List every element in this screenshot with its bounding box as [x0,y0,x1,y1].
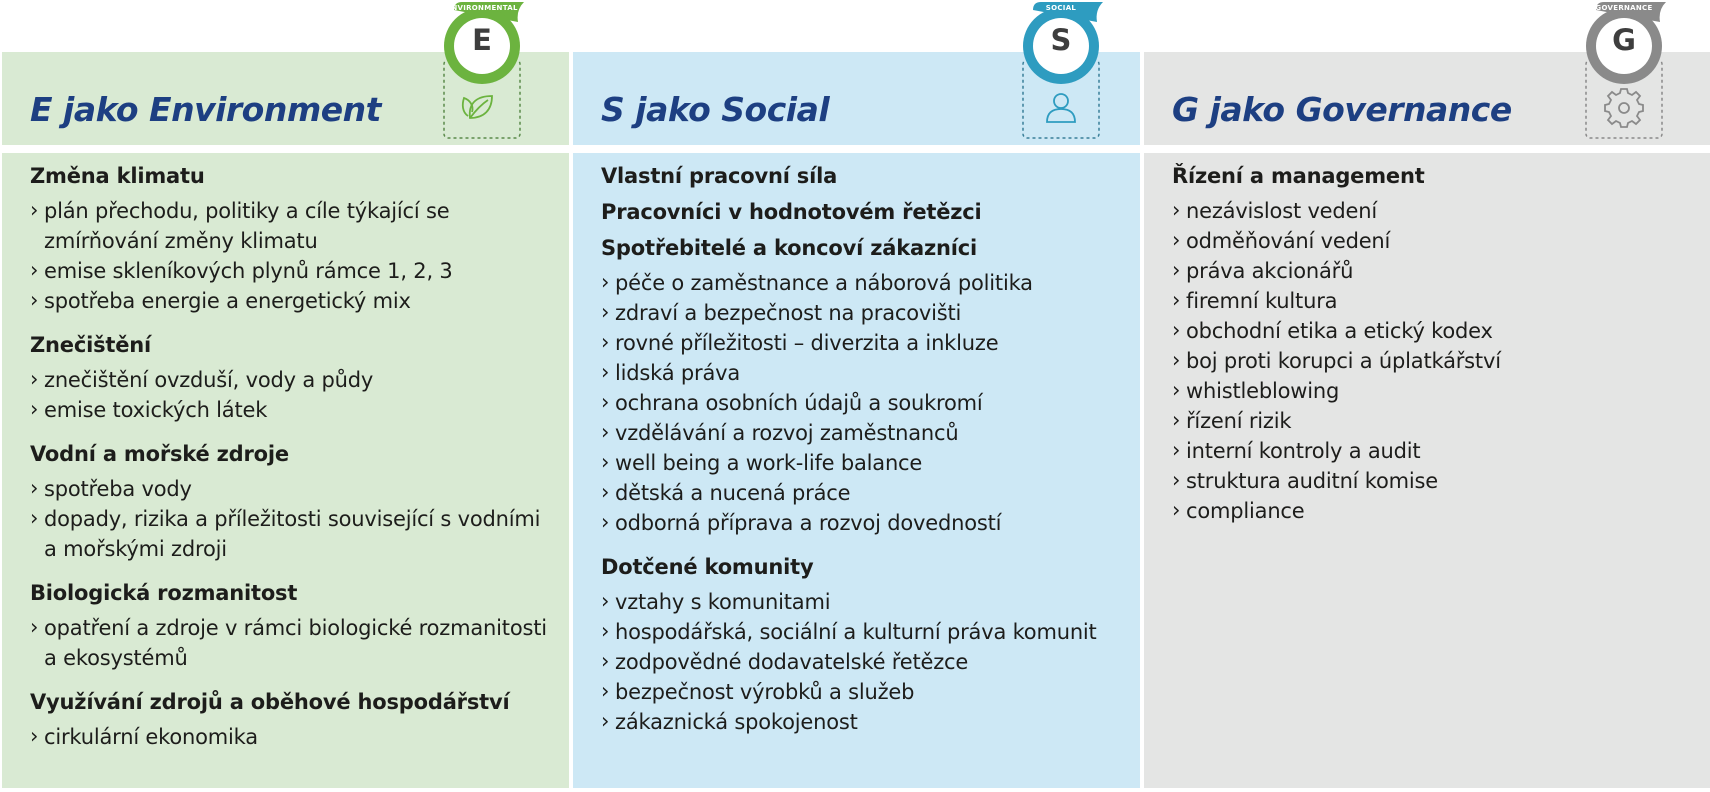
governance-body [1144,153,1710,788]
section-item-list [30,365,551,425]
list-item: › well being a work-life balance [601,448,1122,478]
governance-column [1144,0,1710,792]
list-item: › plán přechodu, politiky a cíle týkající se zmírňování změny klimatu [30,196,551,256]
leaf-icon [463,96,492,118]
environment-column [2,0,569,792]
list-item: › compliance [1172,496,1693,526]
gear-icon [1605,89,1643,127]
section-title: Řízení a management [1172,164,1425,188]
list-item: › rovné příležitosti – diverzita a inkluze [601,328,1122,358]
person-icon [1047,94,1075,122]
social-badge [1013,0,1109,142]
social-badge-letter: S [1050,23,1072,57]
list-item: › řízení rizik [1172,406,1693,436]
list-item: › ochrana osobních údajů a soukromí [601,388,1122,418]
section-item-list [30,613,551,673]
list-item: › spotřeba vody [30,474,551,504]
list-item: › obchodní etika a etický kodex [1172,316,1693,346]
list-item: › lidská práva [601,358,1122,388]
section-item-list [30,196,551,316]
section-item-list [30,474,551,564]
governance-title: G jako Governance [1172,90,1512,129]
list-item: › emise skleníkových plynů rámce 1, 2, 3 [30,256,551,286]
section-item-list [30,722,551,752]
governance-badge-letter: G [1612,23,1636,57]
list-item: › vztahy s komunitami [601,587,1122,617]
list-item: › firemní kultura [1172,286,1693,316]
environmental-badge-letter: E [472,23,492,57]
section-title: Změna klimatu [30,164,205,188]
section-title: Vlastní pracovní síla [601,164,838,188]
environment-title: E jako Environment [30,90,381,129]
list-item: › opatření a zdroje v rámci biologické rozmanitosti a ekosystémů [30,613,551,673]
section-item-list [1172,196,1693,526]
list-item: › spotřeba energie a energetický mix [30,286,551,316]
list-item: › emise toxických látek [30,395,551,425]
list-item: › boj proti korupci a úplatkářství [1172,346,1693,376]
section-title: Spotřebitelé a koncoví zákazníci [601,236,977,260]
section-title: Využívání zdrojů a oběhové hospodářství [30,690,510,714]
social-badge-label: SOCIAL [1045,4,1077,12]
list-item: › nezávislost vedení [1172,196,1693,226]
list-item: › zdraví a bezpečnost na pracovišti [601,298,1122,328]
list-item: › struktura auditní komise [1172,466,1693,496]
environmental-badge [434,0,530,142]
governance-content [1172,162,1693,541]
social-title: S jako Social [601,90,830,129]
governance-badge-label: GOVERNANCE [1595,4,1653,12]
environment-body [2,153,569,788]
list-item: › zákaznická spokojenost [601,707,1122,737]
section-title: Pracovníci v hodnotovém řetězci [601,200,982,224]
governance-badge [1576,0,1672,142]
list-item: › dopady, rizika a příležitosti související s vodními a mořskými zdroji [30,504,551,564]
list-item: › hospodářská, sociální a kulturní práva komunit [601,617,1122,647]
section-item-list [601,268,1122,538]
list-item: › whistleblowing [1172,376,1693,406]
section-item-list [601,587,1122,737]
list-item: › dětská a nucená práce [601,478,1122,508]
social-content [601,162,1122,752]
list-item: › péče o zaměstnance a náborová politika [601,268,1122,298]
section-title: Biologická rozmanitost [30,581,298,605]
list-item: › zodpovědné dodavatelské řetězce [601,647,1122,677]
social-body [573,153,1140,788]
list-item: › znečištění ovzduší, vody a půdy [30,365,551,395]
social-column [573,0,1140,792]
section-title: Vodní a mořské zdroje [30,442,289,466]
list-item: › odborná příprava a rozvoj dovedností [601,508,1122,538]
section-title: Dotčené komunity [601,555,814,579]
environmental-badge-label: ENVIRONMENTAL [446,4,518,12]
list-item: › interní kontroly a audit [1172,436,1693,466]
list-item: › odměňování vedení [1172,226,1693,256]
section-title: Znečištění [30,333,151,357]
list-item: › vzdělávání a rozvoj zaměstnanců [601,418,1122,448]
list-item: › bezpečnost výrobků a služeb [601,677,1122,707]
list-item: › práva akcionářů [1172,256,1693,286]
list-item: › cirkulární ekonomika [30,722,551,752]
environment-content [30,162,551,767]
